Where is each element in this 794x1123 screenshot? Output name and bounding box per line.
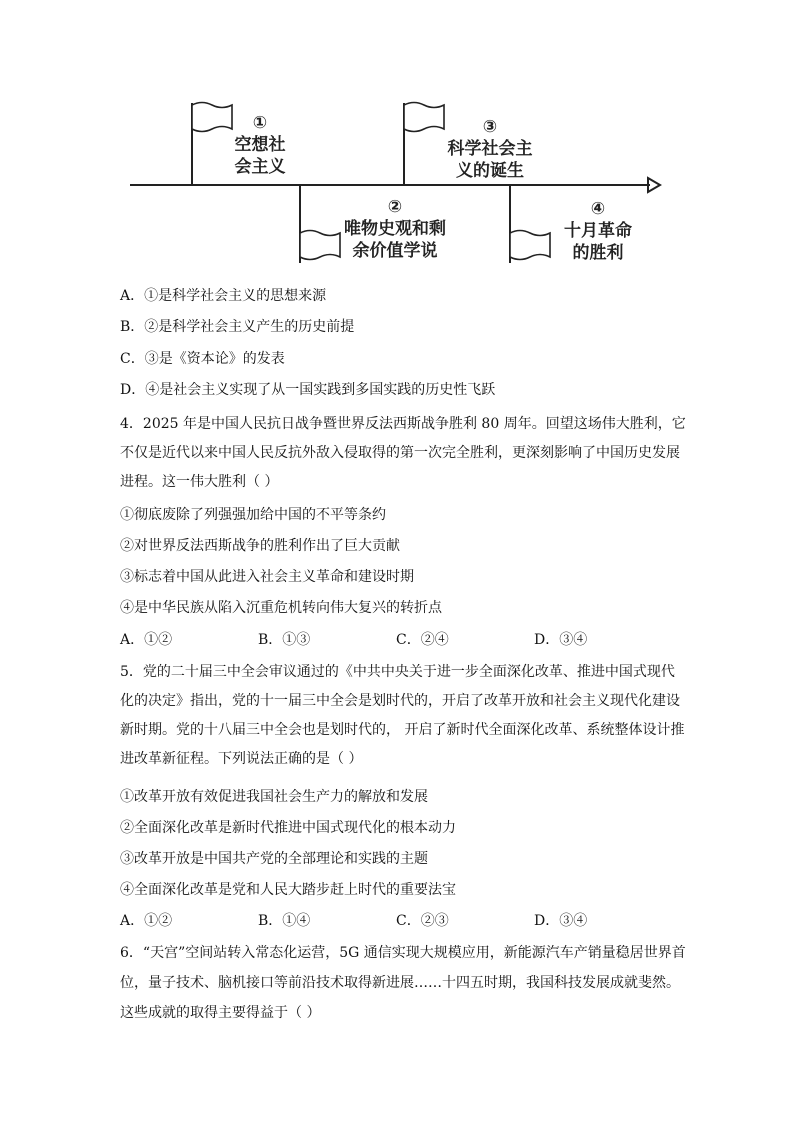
q3-option-b[interactable]: B．②是科学社会主义产生的历史前提 [120,319,355,335]
q5-stem-line: 5．党的二十届三中全会审议通过的《中共中央关于进一步全面深化改革、推进中国式现代 [120,664,675,680]
q4-statement: ③标志着中国从此进入社会主义革命和建设时期 [120,569,414,585]
flag-icon [510,185,550,263]
timeline-text: 空想社 [234,135,286,155]
timeline-text: 十月革命 [564,221,632,241]
q5-stem-line: 进改革新征程。下列说法正确的是（ ） [120,751,363,767]
timeline-label-4 [558,198,638,264]
q4-stem-line: 进程。这一伟大胜利（ ） [120,474,279,490]
timeline-num: ① [252,113,268,133]
timeline-text: 唯物史观和剩 [344,219,446,239]
timeline-text: 会主义 [234,157,286,177]
q4-statement: ②对世界反法西斯战争的胜利作出了巨大贡献 [120,538,400,554]
timeline-num: ④ [590,199,606,219]
flag-icon [192,103,232,186]
timeline-num: ③ [482,117,498,137]
q4-choice-a[interactable]: A．①② [120,632,173,648]
timeline-text: 的胜利 [572,243,624,263]
q5-statement: ①改革开放有效促进我国社会生产力的解放和发展 [120,789,428,805]
q5-statement: ④全面深化改革是党和人民大踏步赶上时代的重要法宝 [120,882,456,898]
q5-choice-d[interactable]: D．③④ [534,913,588,929]
q4-stem-line: 不仅是近代以来中国人民反抗外敌入侵取得的第一次完全胜利，更深刻影响了中国历史发展 [120,445,680,461]
q3-option-c[interactable]: C．③是《资本论》的发表 [120,351,285,367]
flag-icon [300,185,340,263]
q4-choice-c[interactable]: C．②④ [396,632,449,648]
q4-stem-line: 4．2025 年是中国人民抗日战争暨世界反法西斯战争胜利 80 周年。回望这场伟大胜利，它 [120,416,686,432]
timeline-text: 科学社会主 [447,139,533,159]
flag-icon [404,103,444,186]
q6-stem-line: 这些成就的取得主要得益于（ ） [120,1005,321,1021]
q6-stem-line: 位，量子技术、脑机接口等前沿技术取得新进展……十四五时期，我国科技发展成就斐然。 [120,975,680,991]
q4-choice-b[interactable]: B．①③ [258,632,311,648]
q5-statement: ③改革开放是中国共产党的全部理论和实践的主题 [120,851,428,867]
timeline-text: 余价值学说 [352,241,438,261]
q4-statement: ①彻底废除了列强强加给中国的不平等条约 [120,507,386,523]
q5-choice-b[interactable]: B．①④ [258,913,311,929]
timeline-label-2 [340,196,450,262]
q5-stem-line: 新时期。党的十八届三中全会也是划时代的， 开启了新时代全面深化改革、系统整体设计推 [120,722,685,738]
q5-choice-a[interactable]: A．①② [120,913,173,929]
q4-choice-d[interactable]: D．③④ [534,632,588,648]
q6-stem-line: 6．“天宫”空间站转入常态化运营，5G 通信实现大规模应用，新能源汽车产销量稳居世界首 [120,945,686,961]
q5-choice-c[interactable]: C．②③ [396,913,449,929]
q4-statement: ④是中华民族从陷入沉重危机转向伟大复兴的转折点 [120,600,442,616]
timeline-label-1 [230,112,290,178]
q5-stem-line: 化的决定》指出，党的十一届三中全会是划时代的，开启了改革开放和社会主义现代化建设 [120,693,680,709]
timeline-num: ② [387,197,403,217]
q3-option-a[interactable]: A．①是科学社会主义的思想来源 [120,288,327,304]
q3-option-d[interactable]: D．④是社会主义实现了从一国实践到多国实践的历史性飞跃 [120,382,496,398]
timeline-text: 义的诞生 [456,161,524,181]
timeline-label-3 [440,116,540,182]
q5-statement: ②全面深化改革是新时代推进中国式现代化的根本动力 [120,820,456,836]
